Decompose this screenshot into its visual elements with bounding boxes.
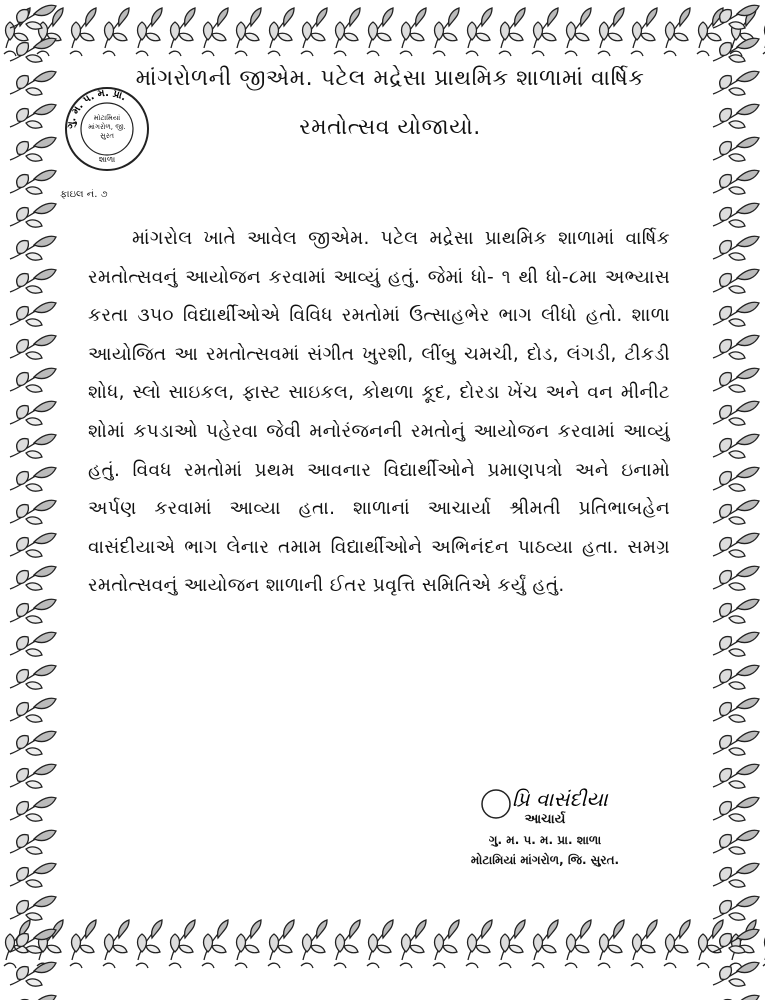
border-top [0, 0, 765, 62]
signatory-address: મોટામિયાં માંગરોળ, જિ. સુરત. [470, 853, 620, 867]
stamp-center-text: મોટામિયાં માંગરોળ, જી. સુરત [88, 114, 126, 140]
border-right [703, 0, 765, 1000]
body-paragraph: માંગરોલ ખાતે આવેલ જીએમ. પટેલ મદ્રેસા પ્રાથમિક શાળામાં વાર્ષિક રમતોત્સવનું આયોજન કરવામાં આવ્યું હતું. જેમાં ધો- ૧ થી ધો-૮મા અભ્યાસ કરતા ૩૫૦ વિદ્યાર્થીઓએ વિવિધ રમતોમાં ઉત્સાહભેર ભાગ લીધો હતો. શાળા આયોજિત આ રમતોત્સવમાં સંગીત ખુરશી, લીંબુ ચમચી, દોડ, લંગડી, ટીકડી શોધ, સ્લો સાઇકલ, ફાસ્ટ સાઇકલ, કોથળા કૂદ, દોરડા ખેંચ અને વન મીનીટ શોમાં કપડાઓ પહેરવા જેવી મનોરંજનની રમતોનું આયોજન કરવામાં આવ્યું હતું. વિવધ રમતોમાં પ્રથમ આવનાર વિદ્યાર્થીઓને પ્રમાણપત્રો અને ઇનામો અર્પણ કરવામાં આવ્યા હતા. શાળાનાં આચાર્યા શ્રીમતી પ્રતિભાબહેન વાસંદીયાએ ભાગ લેનાર તમામ વિદ્યાર્થીઓને અભિનંદન પાઠવ્યા હતા. સમગ્ર રમતોત્સવનું આયોજન શાળાની ઈતર પ્રવૃત્તિ સમિતિએ કર્યું હતું. [88, 228, 670, 597]
stamp-ring-text: ગુ. મ. પ. મ. પ્રા. [65, 87, 129, 130]
headline-line-1: માંગરોળની જીએમ. પટેલ મદ્રેસા પ્રાથમિક શાળામાં વાર્ષિક [135, 66, 645, 91]
signatory-school: ગુ. મ. પ. મ. પ્રા. શાળા [488, 833, 602, 847]
stamp-note: ફાઇલ નં. ૭ [60, 189, 108, 200]
signatory-block [440, 810, 650, 870]
signatory-title: આચાર્ય [524, 812, 566, 827]
headline-line-2: રમતોત્સવ યોજાયો. [299, 115, 481, 140]
border-bottom [0, 912, 765, 974]
stamp-side-text: શાળા [98, 155, 116, 164]
border-left [0, 0, 62, 1000]
signature-handwriting: પ્રિ વાસંદીયા [512, 787, 608, 811]
